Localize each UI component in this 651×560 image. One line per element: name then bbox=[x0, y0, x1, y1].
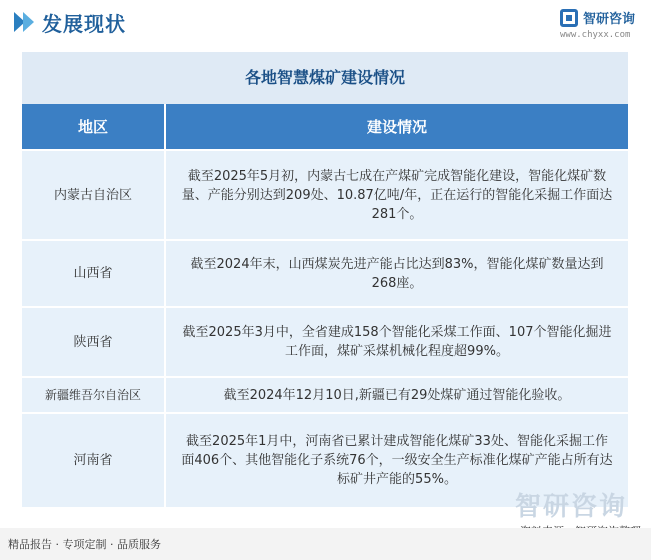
status-cell: 截至2024年末，山西煤炭先进产能占比达到83%，智能化煤矿数量达到268座。 bbox=[165, 240, 628, 307]
status-cell: 截至2025年3月中，全省建成158个智能化采煤工作面、107个智能化掘进工作面，煤矿采煤机械化程度超99%。 bbox=[165, 307, 628, 377]
table-row bbox=[22, 307, 628, 377]
table-row bbox=[22, 240, 628, 307]
table-row bbox=[22, 377, 628, 413]
status-cell: 截至2025年1月中，河南省已累计建成智能化煤矿33处、智能化采掘工作面406个、其他智能化子系统76个，一级安全生产标准化煤矿产能占所有达标矿井产能的55%。 bbox=[165, 413, 628, 507]
double-arrow-icon bbox=[14, 12, 36, 32]
footer-services: 精品报告 · 专项定制 · 品质服务 bbox=[8, 538, 161, 551]
column-header-region: 地区 bbox=[22, 104, 165, 150]
section-title: 发展现状 bbox=[42, 12, 126, 36]
status-cell: 截至2024年12月10日,新疆已有29处煤矿通过智能化验收。 bbox=[165, 377, 628, 413]
brand-url[interactable]: www.chyxx.com bbox=[560, 30, 631, 40]
column-header-status: 建设情况 bbox=[165, 104, 628, 150]
header-row bbox=[22, 104, 628, 150]
region-cell: 山西省 bbox=[22, 240, 165, 307]
table-row bbox=[22, 150, 628, 240]
brand-name: 智研咨询 bbox=[583, 12, 636, 27]
region-cell: 新疆维吾尔自治区 bbox=[22, 377, 165, 413]
status-cell: 截至2025年5月初，内蒙古七成在产煤矿完成智能化建设，智能化煤矿数量、产能分别达到209处、10.87亿吨/年，正在运行的智能化采掘工作面达281个。 bbox=[165, 150, 628, 240]
brand-logo-icon bbox=[560, 9, 578, 27]
watermark-logo: 智研咨询 bbox=[514, 492, 627, 522]
region-cell: 陕西省 bbox=[22, 307, 165, 377]
region-cell: 内蒙古自治区 bbox=[22, 150, 165, 240]
header bbox=[0, 0, 651, 44]
region-cell: 河南省 bbox=[22, 413, 165, 507]
coal-mine-table bbox=[22, 52, 628, 507]
table-title: 各地智慧煤矿建设情况 bbox=[22, 52, 628, 104]
footer bbox=[0, 528, 651, 560]
data-table bbox=[22, 104, 628, 507]
